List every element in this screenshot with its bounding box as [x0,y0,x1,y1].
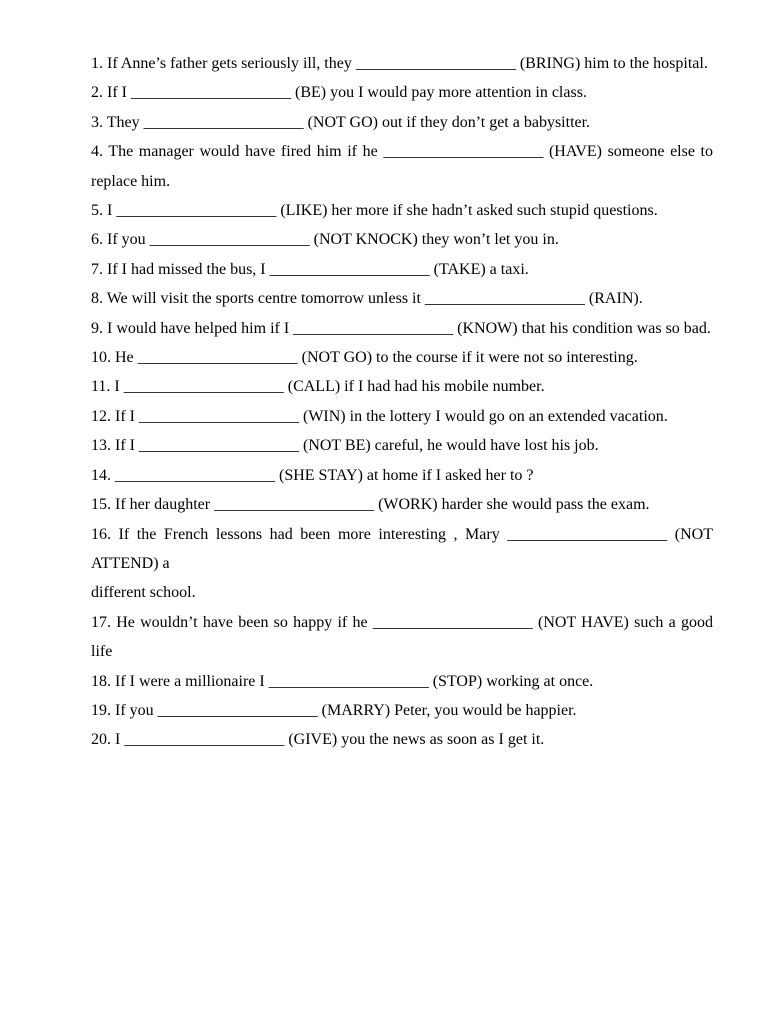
exercise-item-7: 7. If I had missed the bus, I ____________________ (TAKE) a taxi. [91,260,529,278]
exercise-item-5: 5. I ____________________ (LIKE) her more if she hadn’t asked such stupid questions. [91,202,658,220]
exercise-item-14: 14. ____________________ (SHE STAY) at home if I asked her to ? [91,466,534,484]
exercise-item-18: 18. If I were a millionaire I ____________________ (STOP) working at once. [91,672,594,690]
exercise-item-11: 11. I ____________________ (CALL) if I had had his mobile number. [91,378,545,396]
exercise-item-13: 13. If I ____________________ (NOT BE) careful, he would have lost his job. [91,437,599,455]
exercise-item-19: 19. If you ____________________ (MARRY) Peter, you would be happier. [91,701,577,719]
exercise-item-10: 10. He ____________________ (NOT GO) to the course if it were not so interesting. [91,349,638,367]
exercise-item-20: 20. I ____________________ (GIVE) you the news as soon as I get it. [91,731,545,749]
exercise-item-16: 16. If the French lessons had been more interesting , Mary ____________________ (NOT ATTEND) a [91,525,713,572]
exercise-item-17: 17. He wouldn’t have been so happy if he ____________________ (NOT HAVE) such a good life [91,613,713,661]
exercise-item-12: 12. If I ____________________ (WIN) in the lottery I would go on an extended vacation. [91,407,668,425]
exercise-item-2: 2. If I ____________________ (BE) you I would pay more attention in class. [91,84,587,102]
exercise-item-15: 15. If her daughter ____________________ (WORK) harder she would pass the exam. [91,496,650,514]
exercise-item-9: 9. I would have helped him if I ____________________ (KNOW) that his condition was so bad. [91,319,711,337]
exercise-item-8: 8. We will visit the sports centre tomorrow unless it ____________________ (RAIN). [91,290,643,308]
exercise-item-3: 3. They ____________________ (NOT GO) out if they don’t get a babysitter. [91,113,591,131]
exercise-item-6: 6. If you ____________________ (NOT KNOCK) they won’t let you in. [91,231,559,249]
exercise-item-4: 4. The manager would have fired him if he ____________________ (HAVE) someone else to replace him. [91,143,713,190]
exercise-item-1: 1. If Anne’s father gets seriously ill, they ____________________ (BRING) him to the hospital. [91,55,708,72]
worksheet [91,49,713,755]
exercise-item-16-continued: different school. [91,584,196,602]
